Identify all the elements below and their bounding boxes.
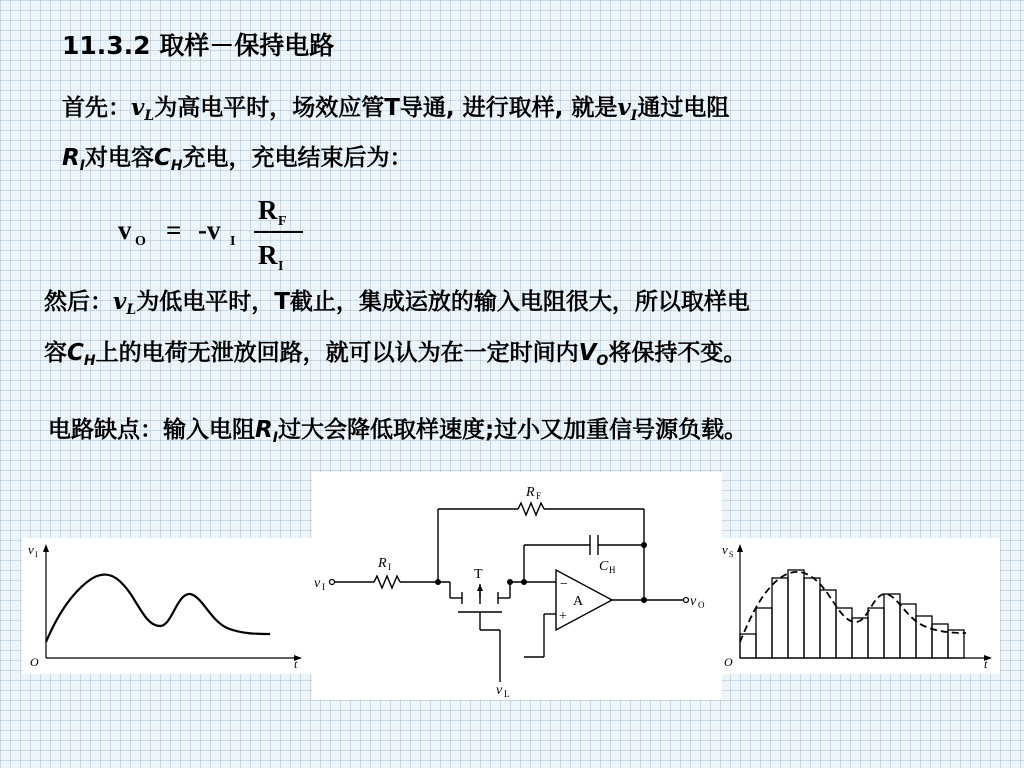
label-RF-sub: F [536, 491, 542, 501]
input-signal-curve [46, 575, 270, 642]
formula-rhs: -v [198, 215, 221, 245]
input-terminal [330, 580, 335, 585]
var-RI: $R_I$ [62, 145, 85, 174]
para1-text-a: 首先： [62, 95, 131, 121]
para2-text-c: 容 [44, 340, 67, 366]
var-CH-2: $C_H$ [67, 340, 96, 369]
para1-text-c: 通过电阻 [637, 95, 730, 121]
var-vL-2: $v_L$ [113, 288, 137, 318]
sample-bar [884, 594, 900, 658]
mosfet-arrow-icon [477, 584, 483, 591]
formula-lhs: v [118, 215, 132, 245]
formula-denominator: R [258, 240, 278, 270]
label-RI-sub: I [388, 562, 391, 572]
label-vI-sub: I [322, 582, 325, 592]
para2-text-d: 上的电荷无泄放回路，就可以认为在一定时间内 [95, 340, 579, 366]
label-vL-sub: L [504, 689, 510, 699]
para3-text-a: 电路缺点：输入电阻 [48, 417, 255, 443]
label-vO: v [690, 594, 697, 609]
var-VO: $V_O$ [578, 340, 609, 369]
label-opamp-minus: − [560, 577, 568, 592]
y-axis-arrow-icon [43, 544, 49, 552]
para2-text-b: 为低电平时，T截止，集成运放的输入电阻很大，所以取样电 [136, 289, 750, 315]
resistor-RI [374, 576, 400, 588]
resistor-RF [518, 503, 544, 515]
junction-dot [435, 579, 441, 585]
formula-eq: = [166, 215, 182, 245]
junction-dot [507, 579, 513, 585]
para3-line [48, 415, 747, 448]
var-RI-2: $R_I$ [255, 417, 278, 446]
sampled-waveform-figure [720, 538, 1000, 674]
sample-bar [804, 578, 820, 658]
label-opamp-A: A [573, 594, 584, 609]
junction-dot [641, 597, 647, 603]
label-vL: v [496, 683, 503, 698]
sample-bar [900, 604, 916, 658]
label-CH-sub: H [609, 565, 616, 575]
label-T: T [474, 567, 483, 582]
formula-numerator-sub: F [278, 214, 287, 229]
para2-line1 [44, 287, 750, 320]
sample-hold-circuit [312, 472, 722, 700]
label-opamp-plus: + [559, 609, 567, 624]
sample-bar [772, 578, 788, 658]
sample-bar [916, 616, 932, 658]
sample-bar [820, 590, 836, 658]
output-origin-label: O [724, 655, 733, 669]
para1-line2 [62, 143, 413, 176]
junction-dot [641, 542, 647, 548]
input-origin-label: O [30, 655, 39, 669]
input-y-label: v [28, 542, 34, 557]
input-waveform-figure [22, 538, 312, 674]
input-y-label-sub: I [35, 550, 38, 559]
var-vI: $v_I$ [617, 94, 638, 124]
formula-lhs-sub: O [135, 234, 146, 249]
formula-vo [118, 192, 318, 277]
sample-bar [788, 570, 804, 658]
para2-text-e: 将保持不变。 [608, 340, 747, 366]
formula-numerator: R [258, 195, 278, 225]
sample-bar [756, 608, 772, 658]
sample-bar [852, 618, 868, 658]
para3-text-b: 过大会降低取样速度;过小又加重信号源负载。 [277, 417, 748, 443]
sample-bar [868, 608, 884, 658]
para2-text-a: 然后： [44, 289, 113, 315]
para2-line2 [44, 338, 746, 371]
section-title: 11.3.2 取样－保持电路 [62, 31, 335, 60]
label-CH: C [599, 559, 609, 574]
y-axis-arrow-icon [737, 544, 743, 552]
para1-text-b: 为高电平时，场效应管T导通, 进行取样, 就是 [154, 95, 618, 121]
var-CH: $C_H$ [153, 145, 183, 174]
label-RI: R [378, 556, 387, 571]
output-y-label-sub: S [729, 550, 734, 559]
label-RF: R [526, 485, 535, 500]
output-terminal [684, 598, 689, 603]
var-vL: $v_L$ [131, 94, 155, 124]
sample-bar [948, 630, 964, 658]
para1-text-e: 充电，充电结束后为： [182, 145, 413, 171]
output-x-label: t [984, 657, 988, 671]
label-vI: v [314, 576, 321, 591]
formula-denominator-sub: I [278, 259, 284, 274]
input-x-label: t [294, 657, 298, 671]
output-y-label: v [722, 542, 728, 557]
formula-rhs-sub: I [230, 234, 236, 249]
para1-text-d: 对电容 [84, 145, 154, 171]
para1-line1 [62, 93, 729, 126]
label-vO-sub: O [698, 600, 705, 610]
junction-dot [521, 579, 527, 585]
